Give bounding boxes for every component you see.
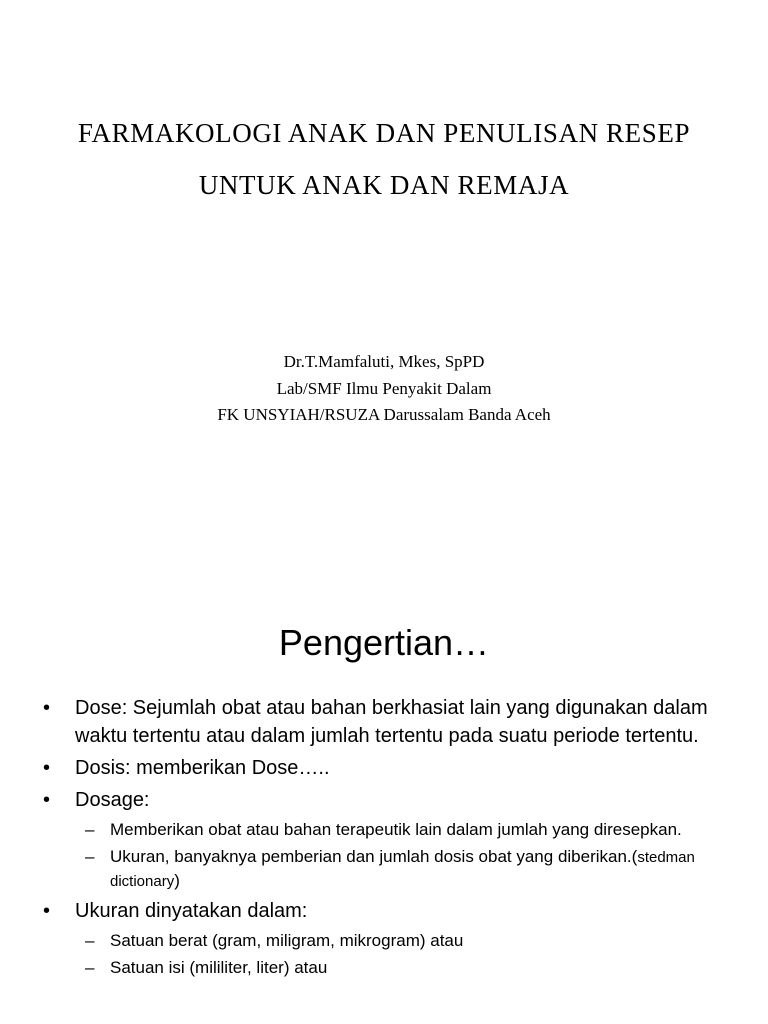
bullet-marker: • <box>43 697 51 719</box>
sub-bullet-satuan-isi <box>85 956 720 979</box>
author-department: Lab/SMF Ilmu Penyakit Dalam <box>276 379 492 398</box>
sub-bullet-memberikan <box>85 818 720 841</box>
sub-bullet-text: Satuan isi (mililiter, liter) atau <box>110 958 328 977</box>
bullet-dosis <box>43 754 715 782</box>
definition-slide <box>0 596 768 1024</box>
sub-bullet-text: Satuan berat (gram, miligram, mikrogram) atau <box>110 931 464 950</box>
slide-content <box>0 694 768 983</box>
dash-marker: – <box>85 931 95 950</box>
bullet-marker: • <box>43 900 51 922</box>
slide-heading: Pengertian… <box>278 622 490 663</box>
bullet-dose <box>43 694 715 750</box>
bullet-dosage <box>43 786 715 814</box>
bullet-text: Dosage: <box>75 789 150 811</box>
sub-bullet-text: Ukuran, banyaknya pemberian dan jumlah dosis obat yang diberikan.( <box>110 847 638 866</box>
dash-marker: – <box>85 847 95 866</box>
sub-bullet-text: Memberikan obat atau bahan terapeutik lain dalam jumlah yang diresepkan. <box>110 820 682 839</box>
citation-close: ) <box>174 871 180 890</box>
dash-marker: – <box>85 820 95 839</box>
bullet-text: Dosis: memberikan Dose….. <box>75 757 330 779</box>
bullet-text: Dose: Sejumlah obat atau bahan berkhasiat lain yang digunakan dalam waktu tertentu atau dalam jumlah tertentu pada suatu periode tertentu. <box>75 697 708 747</box>
sub-bullet-ukuran-banyaknya <box>85 845 720 893</box>
author-name: Dr.T.Mamfaluti, Mkes, SpPD <box>283 352 485 371</box>
dash-marker: – <box>85 958 95 977</box>
sub-bullet-satuan-berat <box>85 929 720 952</box>
title-line-1: FARMAKOLOGI ANAK DAN PENULISAN RESEP <box>77 118 691 148</box>
bullet-ukuran <box>43 897 715 925</box>
bullet-marker: • <box>43 757 51 779</box>
bullet-marker: • <box>43 789 51 811</box>
author-institution: FK UNSYIAH/RSUZA Darussalam Banda Aceh <box>217 405 551 424</box>
citation-note: stedman dictionary <box>110 849 695 890</box>
bullet-text: Ukuran dinyatakan dalam: <box>75 900 308 922</box>
title-line-2: UNTUK ANAK DAN REMAJA <box>198 170 570 200</box>
